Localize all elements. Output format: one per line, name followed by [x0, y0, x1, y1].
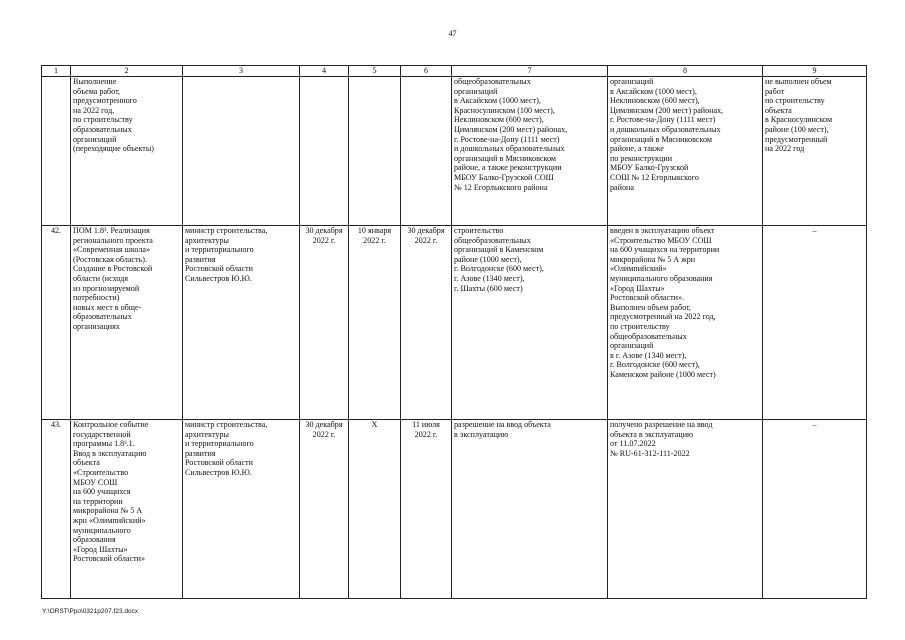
problems-cell: – [763, 420, 867, 599]
column-header: 7 [452, 66, 608, 77]
end-date-cell [401, 77, 452, 226]
planned-date-cell [300, 77, 349, 226]
page-number: 47 [448, 29, 457, 38]
planned-result-cell: строительство общеобразовательных организаций в Каменском районе (1000 мест), г. Волгодонске (600 мест), г. Азове (1340 мест), г. Шахты (600 мест) [452, 226, 608, 420]
start-date-cell: Х [349, 420, 401, 599]
event-name-cell: Контрольное событие государственной программы 1.8³.1. Ввод в эксплуатацию объекта «Строительство МБОУ СОШ на 600 учащихся на территории микрорайона № 5 А жрн «Олимпийский» муниципального образования «Город Шахты» Ростовской области» [71, 420, 183, 599]
column-header: 9 [763, 66, 867, 77]
planned-date-cell: 30 декабря 2022 г. [300, 420, 349, 599]
column-header: 4 [300, 66, 349, 77]
report-table [41, 65, 867, 599]
responsible-cell: министр строительства, архитектуры и территориального развития Ростовской области Сильвестров Ю.Ю. [183, 420, 300, 599]
event-name-cell: ПОМ 1.8³. Реализация регионального проекта «Современная школа» (Ростовская область). Создание в Ростовской области (исходя из прогнозируемой потребности) новых мест в обще- образовательных организациях [71, 226, 183, 420]
actual-result-cell: введен в эксплуатацию объект «Строительство МБОУ СОШ на 600 учащихся на территории микрорайона № 5 А жрн «Олимпийский» муниципального образования «Город Шахты» Ростовской области». Выполнен объем работ, предусмотренный на 2022 год, по строительству общеобразовательных организаций в г. Азове (1340 мест), г. Волгодонске (600 мест), Каменском районе (1000 мест) [608, 226, 763, 420]
table-row [42, 420, 867, 599]
actual-result-cell: организаций в Аксайском (1000 мест), Неклиновском (600 мест), Цимлянском (200 мест) районах, г. Ростове-на-Дону (1111 мест) и дошкольных образовательных организаций в Мясниковском районе, а также по реконструкции МБОУ Балко-Грузской СОШ № 12 Егорлыкского района [608, 77, 763, 226]
responsible-cell: министр строительства, архитектуры и территориального развития Ростовской области Сильвестров Ю.Ю. [183, 226, 300, 420]
planned-result-cell: разрешение на ввод объекта в эксплуатацию [452, 420, 608, 599]
column-header: 3 [183, 66, 300, 77]
row-number [42, 77, 71, 226]
end-date-cell: 11 июля 2022 г. [401, 420, 452, 599]
problems-cell: – [763, 226, 867, 420]
row-number: 43. [42, 420, 71, 599]
row-number: 42. [42, 226, 71, 420]
planned-date-cell: 30 декабря 2022 г. [300, 226, 349, 420]
column-header: 5 [349, 66, 401, 77]
problems-cell: не выполнен объем работ по строительству объекта в Красносулинском районе (100 мест), предусмотренный на 2022 год [763, 77, 867, 226]
column-header: 6 [401, 66, 452, 77]
responsible-cell [183, 77, 300, 226]
column-header: 2 [71, 66, 183, 77]
end-date-cell: 30 декабря 2022 г. [401, 226, 452, 420]
table-row [42, 226, 867, 420]
column-header: 1 [42, 66, 71, 77]
actual-result-cell: получено разрешение на ввод объекта в эксплуатацию от 11.07.2022 № RU-61-312-111-2022 [608, 420, 763, 599]
table-row [42, 77, 867, 226]
planned-result-cell: общеобразовательных организаций в Аксайском (1000 мест), Красносулинском (100 мест), Неклиновском (600 мест), Цимлянском (200 мест) районах, г. Ростове-на-Дону (1111 мест) и дошкольных образовательных организаций в Мясниковском районе, а также реконструкции МБОУ Балко-Грузской СОШ № 12 Егорлыкского района [452, 77, 608, 226]
start-date-cell [349, 77, 401, 226]
event-name-cell: Выполнение объема работ, предусмотренного на 2022 год, по строительству образовательных организаций (переходящие объекты) [71, 77, 183, 226]
column-number-row [42, 66, 867, 77]
column-header: 8 [608, 66, 763, 77]
start-date-cell: 10 января 2022 г. [349, 226, 401, 420]
file-path-footer: Y:\ORST\Ppo\0321p207.f23.docx [42, 608, 139, 615]
